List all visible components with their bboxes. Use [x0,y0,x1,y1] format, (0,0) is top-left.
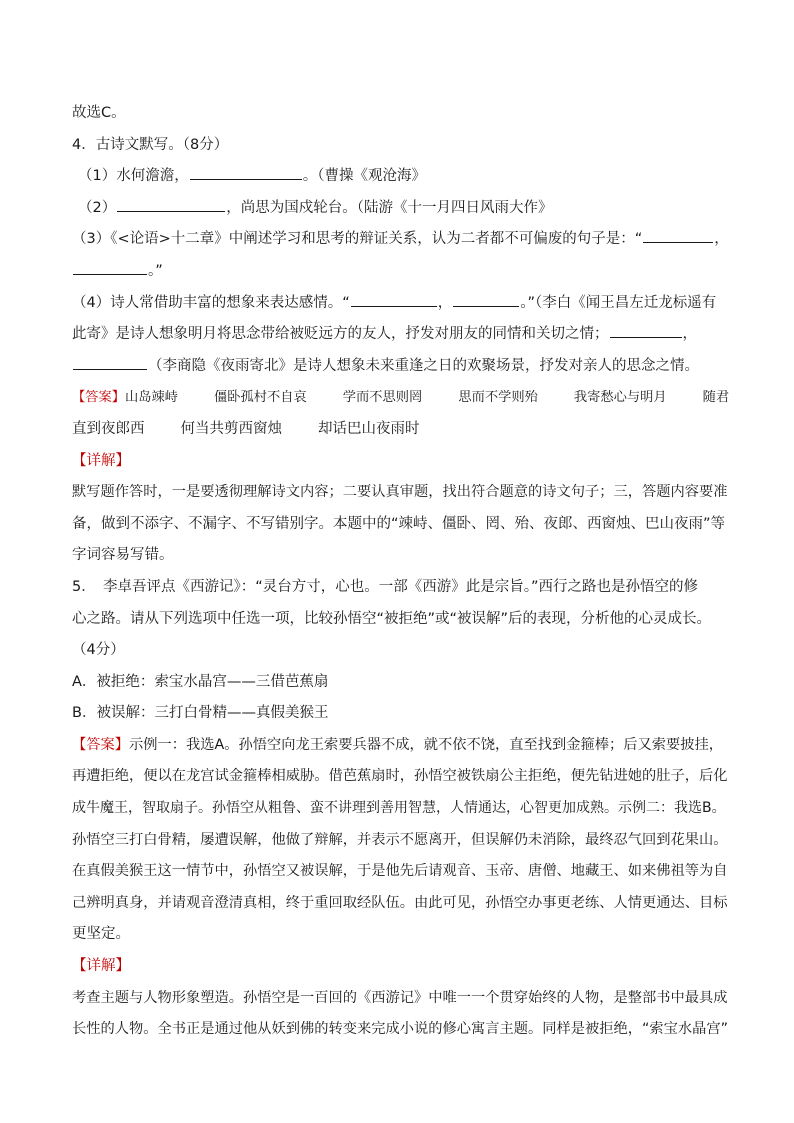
answer-blank [351,289,437,307]
question-4-part-4-cont: 此寄》是诗人想象明月将思念带给被贬远方的友人，抒发对朋友的同情和关切之情； ， [72,319,732,351]
question-4-part-3-cont: 。” [72,256,732,288]
answer-label: 【答案】 [72,736,130,753]
conclusion-line: 故选C。 [72,105,126,121]
question-5-score: （4分） [72,642,125,659]
question-4-part-1: （1）水何澹澹， 。（曹操《观沧海》 [72,161,732,193]
question-5-line-1: 5． 李卓吾评点《西游记》：“灵台方寸，心也。一部《西游》此是宗旨。”西行之路也是孙悟空的修 [72,578,698,595]
answer-5-line-7: 更坚定。 [72,926,130,943]
question-4-part-3: （3）《<论语>十二章》中阐述学习和思考的辩证关系，认为二者都不可偏废的句子是：“ ， [72,224,732,256]
answer-4-line-1: 【答案】山岛竦峙 僵卧孤村不自哀 学而不思则罔 思而不学则殆 我寄愁心与明月 随君 [72,390,730,406]
detail-label: 【详解】 [72,958,130,975]
answer-blank [73,352,147,370]
answer-blank [610,320,682,338]
detail-5-line-2: 长性的人物。全书正是通过他从妖到佛的转变来完成小说的修心寓言主题。同样是被拒绝，“索宝水晶宫” [72,1021,729,1038]
answer-5-line-3: 成牛魔王，智取扇子。孙悟空从粗鲁、蛮不讲理到善用智慧，人情通达，心智更加成熟。示例二：我选B。 [72,800,726,817]
answer-5-line-2: 再遭拒绝，便以在龙宫试金箍棒相威胁。借芭蕉扇时，孙悟空被铁扇公主拒绝，便先钻进她的肚子，后化 [72,768,728,785]
document-page [72,98,732,1046]
answer-blank [190,162,302,180]
option-b: B．被误解：三打白骨精——真假美猴王 [72,705,329,722]
answer-5-line-6: 己辨明真身，并请观音澄清真相，终于重回取经队伍。由此可见，孙悟空办事更老练、人情更通达、目标 [72,894,728,911]
question-5-line-2: 心之路。请从下列选项中任选一项，比较孙悟空“被拒绝”或“被误解”后的表现，分析他的心灵成长。 [72,610,712,627]
answer-blank [73,257,147,275]
detail-4-line-1: 默写题作答时，一是要透彻理解诗文内容；二要认真审题，找出符合题意的诗文句子；三，答题内容要准 [72,484,728,501]
question-4-title: 4．古诗文默写。（8分） [72,136,229,153]
answer-5-line-5: 在真假美猴王这一情节中，孙悟空又被误解，于是他先后请观音、玉帝、唐僧、地藏王、如来佛祖等为自 [72,863,728,880]
option-a: A．被拒绝：索宝水晶宫——三借芭蕉扇 [72,673,329,690]
answer-4-line-2: 直到夜郎西 何当共剪西窗烛 却话巴山夜雨时 [72,420,420,437]
detail-4-line-2: 备，做到不添字、不漏字、不写错别字。本题中的“竦峙、僵卧、罔、殆、夜郎、西窗烛、巴山夜雨”等 [72,515,726,532]
answer-blank [117,194,225,212]
question-4-part-4: （4）诗人常借助丰富的想象来表达感情。“ ， 。”（李白《闻王昌左迁龙标遥有 [72,288,732,320]
question-4-part-4-cont2: （李商隐《夜雨寄北》是诗人想象未来重逢之日的欢聚场景，抒发对亲人的思念之情。 [72,351,732,383]
detail-5-line-1: 考查主题与人物形象塑造。孙悟空是一百回的《西游记》中唯一一个贯穿始终的人物，是整部书中最具成 [72,989,728,1006]
detail-4-line-3: 字词容易写错。 [72,547,174,564]
answer-blank [643,225,713,243]
answer-5-line-4: 孙悟空三打白骨精，屡遭误解，他做了辩解，并表示不愿离开，但误解仍未消除，最终忍气回到花果山。 [72,831,728,848]
answer-label: 【答案】 [72,390,126,406]
detail-label: 【详解】 [72,452,130,469]
answer-blank [453,289,519,307]
question-4-part-2: （2） ，尚思为国戍轮台。（陆游《十一月四日风雨大作》 [72,193,732,225]
answer-5-line-1: 【答案】示例一：我选A。孙悟空向龙王索要兵器不成，就不依不饶，直至找到金箍棒；后又索要披挂， [72,736,724,753]
